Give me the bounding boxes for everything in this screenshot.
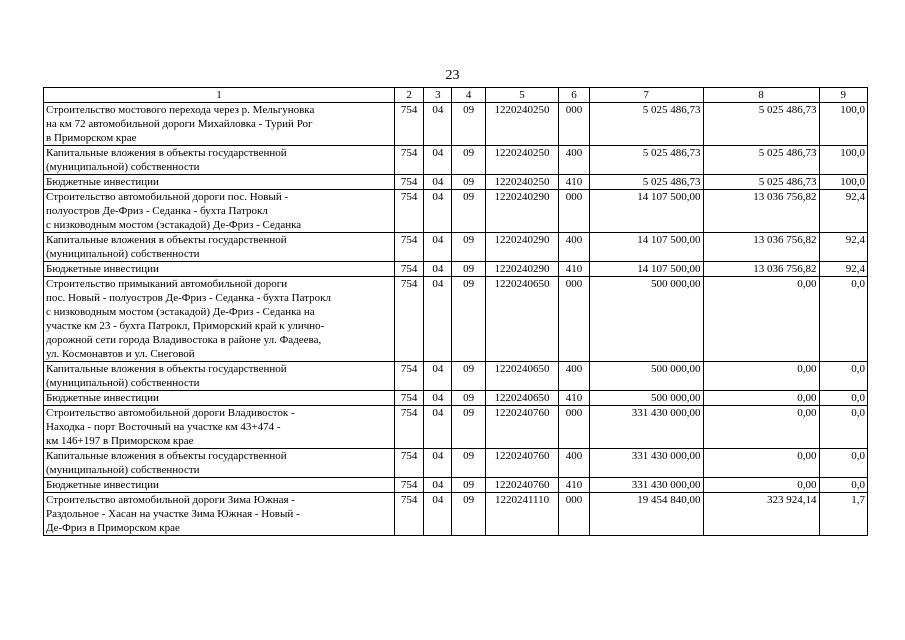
cell-target-article: 1220240250 xyxy=(485,175,559,190)
cell-target-article: 1220240650 xyxy=(485,391,559,406)
cell-percent: 0,0 xyxy=(819,391,867,406)
cell-planned-amount: 500 000,00 xyxy=(589,362,703,391)
cell-executed-amount: 0,00 xyxy=(703,277,819,362)
cell-subsection: 09 xyxy=(452,449,485,478)
cell-chapter: 754 xyxy=(394,262,423,277)
cell-chapter: 754 xyxy=(394,362,423,391)
cell-chapter: 754 xyxy=(394,391,423,406)
cell-executed-amount: 13 036 756,82 xyxy=(703,262,819,277)
cell-section: 04 xyxy=(424,175,452,190)
cell-executed-amount: 0,00 xyxy=(703,449,819,478)
cell-target-article: 1220241110 xyxy=(485,493,559,536)
cell-expense-type: 000 xyxy=(559,103,589,146)
cell-chapter: 754 xyxy=(394,449,423,478)
cell-chapter: 754 xyxy=(394,277,423,362)
cell-percent: 1,7 xyxy=(819,493,867,536)
cell-subsection: 09 xyxy=(452,478,485,493)
table-row xyxy=(44,449,868,478)
row-description: Бюджетные инвестиции xyxy=(44,175,395,190)
cell-percent: 100,0 xyxy=(819,175,867,190)
cell-chapter: 754 xyxy=(394,406,423,449)
cell-chapter: 754 xyxy=(394,190,423,233)
cell-subsection: 09 xyxy=(452,362,485,391)
cell-planned-amount: 14 107 500,00 xyxy=(589,190,703,233)
cell-expense-type: 000 xyxy=(559,406,589,449)
column-header: 3 xyxy=(424,88,452,103)
cell-subsection: 09 xyxy=(452,190,485,233)
cell-chapter: 754 xyxy=(394,478,423,493)
cell-chapter: 754 xyxy=(394,175,423,190)
cell-subsection: 09 xyxy=(452,233,485,262)
cell-executed-amount: 323 924,14 xyxy=(703,493,819,536)
table-body xyxy=(44,103,868,536)
cell-percent: 92,4 xyxy=(819,190,867,233)
cell-percent: 92,4 xyxy=(819,262,867,277)
cell-subsection: 09 xyxy=(452,262,485,277)
row-description: Бюджетные инвестиции xyxy=(44,391,395,406)
cell-target-article: 1220240250 xyxy=(485,103,559,146)
cell-planned-amount: 5 025 486,73 xyxy=(589,103,703,146)
cell-target-article: 1220240290 xyxy=(485,233,559,262)
table-header-row xyxy=(44,88,868,103)
cell-section: 04 xyxy=(424,146,452,175)
row-description: Строительство мостового перехода через р. Мельгуновка на км 72 автомобильной дороги Михайловка - Турий Рог в Приморском крае xyxy=(44,103,395,146)
row-description: Строительство автомобильной дороги Владивосток - Находка - порт Восточный на участке км 43+474 - км 146+197 в Приморском крае xyxy=(44,406,395,449)
cell-target-article: 1220240760 xyxy=(485,449,559,478)
cell-planned-amount: 14 107 500,00 xyxy=(589,233,703,262)
cell-target-article: 1220240650 xyxy=(485,277,559,362)
cell-section: 04 xyxy=(424,362,452,391)
table-row xyxy=(44,190,868,233)
cell-target-article: 1220240290 xyxy=(485,190,559,233)
cell-planned-amount: 331 430 000,00 xyxy=(589,406,703,449)
cell-executed-amount: 0,00 xyxy=(703,406,819,449)
cell-planned-amount: 331 430 000,00 xyxy=(589,478,703,493)
cell-expense-type: 400 xyxy=(559,233,589,262)
cell-section: 04 xyxy=(424,406,452,449)
cell-subsection: 09 xyxy=(452,175,485,190)
cell-percent: 0,0 xyxy=(819,362,867,391)
row-description: Строительство автомобильной дороги пос. Новый - полуостров Де-Фриз - Седанка - бухта Патрокл с низководным мостом (эстакадой) Де-Фриз - Седанка xyxy=(44,190,395,233)
table-row xyxy=(44,103,868,146)
column-header: 4 xyxy=(452,88,485,103)
cell-planned-amount: 5 025 486,73 xyxy=(589,146,703,175)
cell-percent: 100,0 xyxy=(819,146,867,175)
column-header: 7 xyxy=(589,88,703,103)
cell-section: 04 xyxy=(424,391,452,406)
table-row xyxy=(44,362,868,391)
table-row xyxy=(44,262,868,277)
cell-expense-type: 410 xyxy=(559,478,589,493)
cell-planned-amount: 331 430 000,00 xyxy=(589,449,703,478)
cell-section: 04 xyxy=(424,493,452,536)
cell-chapter: 754 xyxy=(394,103,423,146)
row-description: Капитальные вложения в объекты государственной (муниципальной) собственности xyxy=(44,146,395,175)
cell-subsection: 09 xyxy=(452,103,485,146)
row-description: Капитальные вложения в объекты государственной (муниципальной) собственности xyxy=(44,233,395,262)
cell-target-article: 1220240650 xyxy=(485,362,559,391)
cell-executed-amount: 0,00 xyxy=(703,391,819,406)
cell-subsection: 09 xyxy=(452,277,485,362)
cell-target-article: 1220240760 xyxy=(485,478,559,493)
column-header: 1 xyxy=(44,88,395,103)
cell-subsection: 09 xyxy=(452,406,485,449)
cell-expense-type: 410 xyxy=(559,262,589,277)
cell-expense-type: 400 xyxy=(559,146,589,175)
cell-planned-amount: 14 107 500,00 xyxy=(589,262,703,277)
cell-section: 04 xyxy=(424,478,452,493)
cell-expense-type: 410 xyxy=(559,175,589,190)
cell-expense-type: 000 xyxy=(559,190,589,233)
cell-executed-amount: 13 036 756,82 xyxy=(703,190,819,233)
column-header: 8 xyxy=(703,88,819,103)
cell-expense-type: 400 xyxy=(559,449,589,478)
cell-planned-amount: 500 000,00 xyxy=(589,391,703,406)
cell-subsection: 09 xyxy=(452,493,485,536)
cell-subsection: 09 xyxy=(452,146,485,175)
cell-expense-type: 400 xyxy=(559,362,589,391)
cell-percent: 92,4 xyxy=(819,233,867,262)
cell-expense-type: 410 xyxy=(559,391,589,406)
cell-percent: 0,0 xyxy=(819,478,867,493)
cell-chapter: 754 xyxy=(394,233,423,262)
cell-target-article: 1220240760 xyxy=(485,406,559,449)
table-row xyxy=(44,146,868,175)
table-row xyxy=(44,233,868,262)
cell-subsection: 09 xyxy=(452,391,485,406)
cell-chapter: 754 xyxy=(394,146,423,175)
cell-percent: 0,0 xyxy=(819,406,867,449)
cell-chapter: 754 xyxy=(394,493,423,536)
table-row xyxy=(44,175,868,190)
cell-section: 04 xyxy=(424,233,452,262)
cell-percent: 100,0 xyxy=(819,103,867,146)
cell-executed-amount: 0,00 xyxy=(703,362,819,391)
cell-executed-amount: 5 025 486,73 xyxy=(703,146,819,175)
table-row xyxy=(44,478,868,493)
cell-target-article: 1220240250 xyxy=(485,146,559,175)
cell-section: 04 xyxy=(424,262,452,277)
page-number: 23 xyxy=(445,68,460,83)
row-description: Строительство автомобильной дороги Зима Южная - Раздольное - Хасан на участке Зима Южная - Новый - Де-Фриз в Приморском крае xyxy=(44,493,395,536)
cell-planned-amount: 5 025 486,73 xyxy=(589,175,703,190)
cell-planned-amount: 500 000,00 xyxy=(589,277,703,362)
cell-section: 04 xyxy=(424,277,452,362)
table-row xyxy=(44,391,868,406)
column-header: 6 xyxy=(559,88,589,103)
cell-executed-amount: 0,00 xyxy=(703,478,819,493)
column-header: 9 xyxy=(819,88,867,103)
row-description: Капитальные вложения в объекты государственной (муниципальной) собственности xyxy=(44,362,395,391)
budget-table xyxy=(43,87,868,536)
column-header: 2 xyxy=(394,88,423,103)
cell-expense-type: 000 xyxy=(559,277,589,362)
cell-target-article: 1220240290 xyxy=(485,262,559,277)
cell-percent: 0,0 xyxy=(819,449,867,478)
row-description: Строительство примыканий автомобильной дороги пос. Новый - полуостров Де-Фриз - Седанка - бухта Патрокл с низководным мостом (эстакадой) Де-Фриз - Седанка на участке км 23 - бухта Патрокл, Приморский край к улично- дорожной сети города Владивостока в районе ул. Фадеева, ул. Космонавтов и ул. Снеговой xyxy=(44,277,395,362)
row-description: Бюджетные инвестиции xyxy=(44,478,395,493)
row-description: Бюджетные инвестиции xyxy=(44,262,395,277)
table-row xyxy=(44,493,868,536)
cell-percent: 0,0 xyxy=(819,277,867,362)
cell-planned-amount: 19 454 840,00 xyxy=(589,493,703,536)
table-row xyxy=(44,406,868,449)
cell-section: 04 xyxy=(424,103,452,146)
cell-section: 04 xyxy=(424,449,452,478)
cell-executed-amount: 5 025 486,73 xyxy=(703,103,819,146)
row-description: Капитальные вложения в объекты государственной (муниципальной) собственности xyxy=(44,449,395,478)
cell-executed-amount: 13 036 756,82 xyxy=(703,233,819,262)
cell-executed-amount: 5 025 486,73 xyxy=(703,175,819,190)
column-header: 5 xyxy=(485,88,559,103)
table-row xyxy=(44,277,868,362)
cell-section: 04 xyxy=(424,190,452,233)
cell-expense-type: 000 xyxy=(559,493,589,536)
